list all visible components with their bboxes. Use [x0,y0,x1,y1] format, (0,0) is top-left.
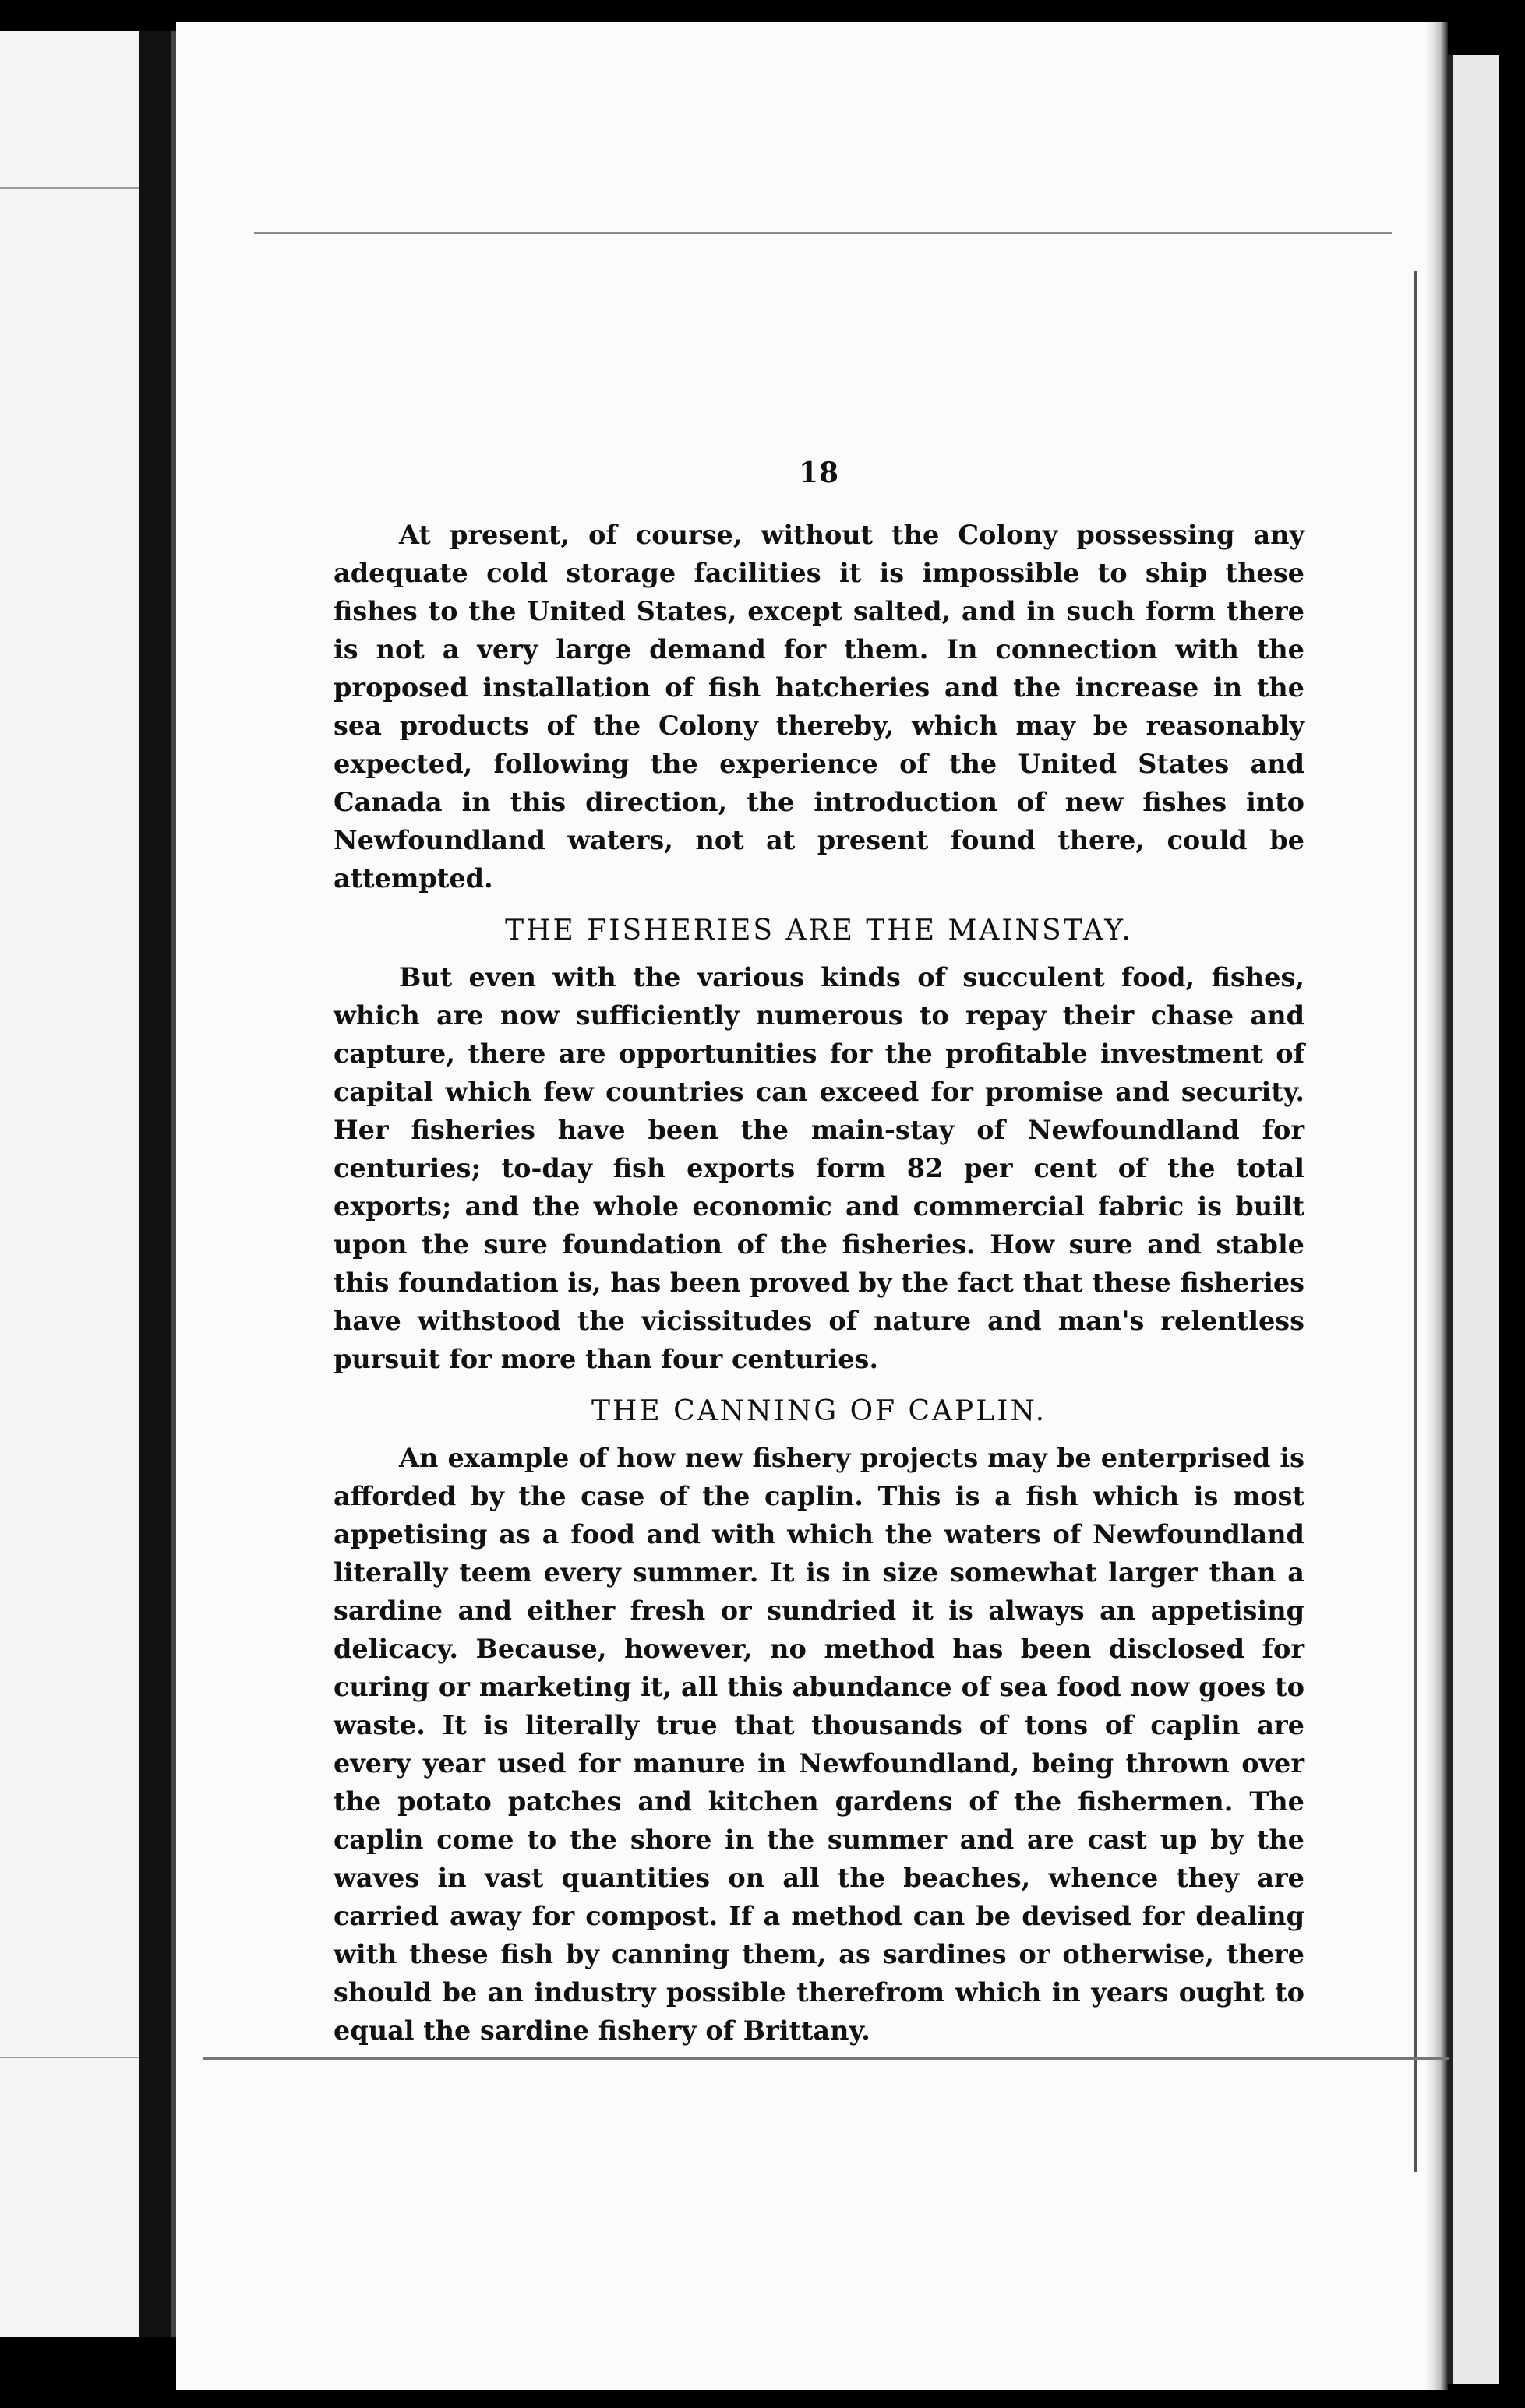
page-right-rule [1414,271,1417,2172]
facing-page [0,31,139,2337]
heading-fisheries-mainstay: THE FISHERIES ARE THE MAINSTAY. [505,915,1133,947]
page-top-rule [254,232,1392,234]
paragraph-fisheries: But even with the various kinds of succulent food, fishes, which are now sufficiently numerous to repay their chase and capture, there are opportunities for the profitable investment of capital which few countries can exceed for promise and security. Her fisheries have been the main-stay of Newfoundland for centuries; to-day fish exports form 82 per cent of the total exports; and the whole economic and commercial fabric is built upon the sure foundation of the fisheries. How sure and stable this foundation is, has been proved by the fact that these fisheries have withstood the vicissitudes of nature and man's relentless pursuit for more than four centuries. [334,962,1304,1374]
page-right-edge [1424,22,1448,2390]
book-gutter [139,31,176,2337]
right-page-stack [1448,55,1499,2384]
page-bottom-rule [203,2057,1449,2060]
paragraph-cold-storage: At present, of course, without the Colony possessing any adequate cold storage facilities it is impossible to ship these fishes to the United States, except salted, and in such form there is not a very large demand for them. In connection with the proposed installation of fish hatcheries and the increase in the sea products of the Colony thereby, which may be reasonably expected, following the experience of the United States and Canada in this direction, the introduction of new fishes into Newfoundland waters, not at present found there, could be attempted. [334,520,1304,894]
page-text [334,457,1304,2050]
heading-canning-caplin: THE CANNING OF CAPLIN. [591,1395,1047,1427]
facing-page-rule [0,2057,139,2058]
facing-page-rule [0,187,139,189]
page-number: 18 [798,457,840,489]
paragraph-caplin: An example of how new fishery projects may be enterprised is afforded by the case of the caplin. This is a fish which is most appetising as a food and with which the waters of Newfoundland literally teem every summer. It is in size somewhat larger than a sardine and either fresh or sundried it is always an appetising delicacy. Because, however, no method has been disclosed for curing or marketing it, all this abundance of sea food now goes to waste. It is literally true that thousands of tons of caplin are every year used for manure in Newfoundland, being thrown over the potato patches and kitchen gardens of the fishermen. The caplin come to the shore in the summer and are cast up by the waves in vast quantities on all the beaches, whence they are carried away for compost. If a method can be devised for dealing with these fish by canning them, as sardines or otherwise, there should be an industry possible therefrom which in years ought to equal the sardine fishery of Brittany. [334,1443,1304,2046]
